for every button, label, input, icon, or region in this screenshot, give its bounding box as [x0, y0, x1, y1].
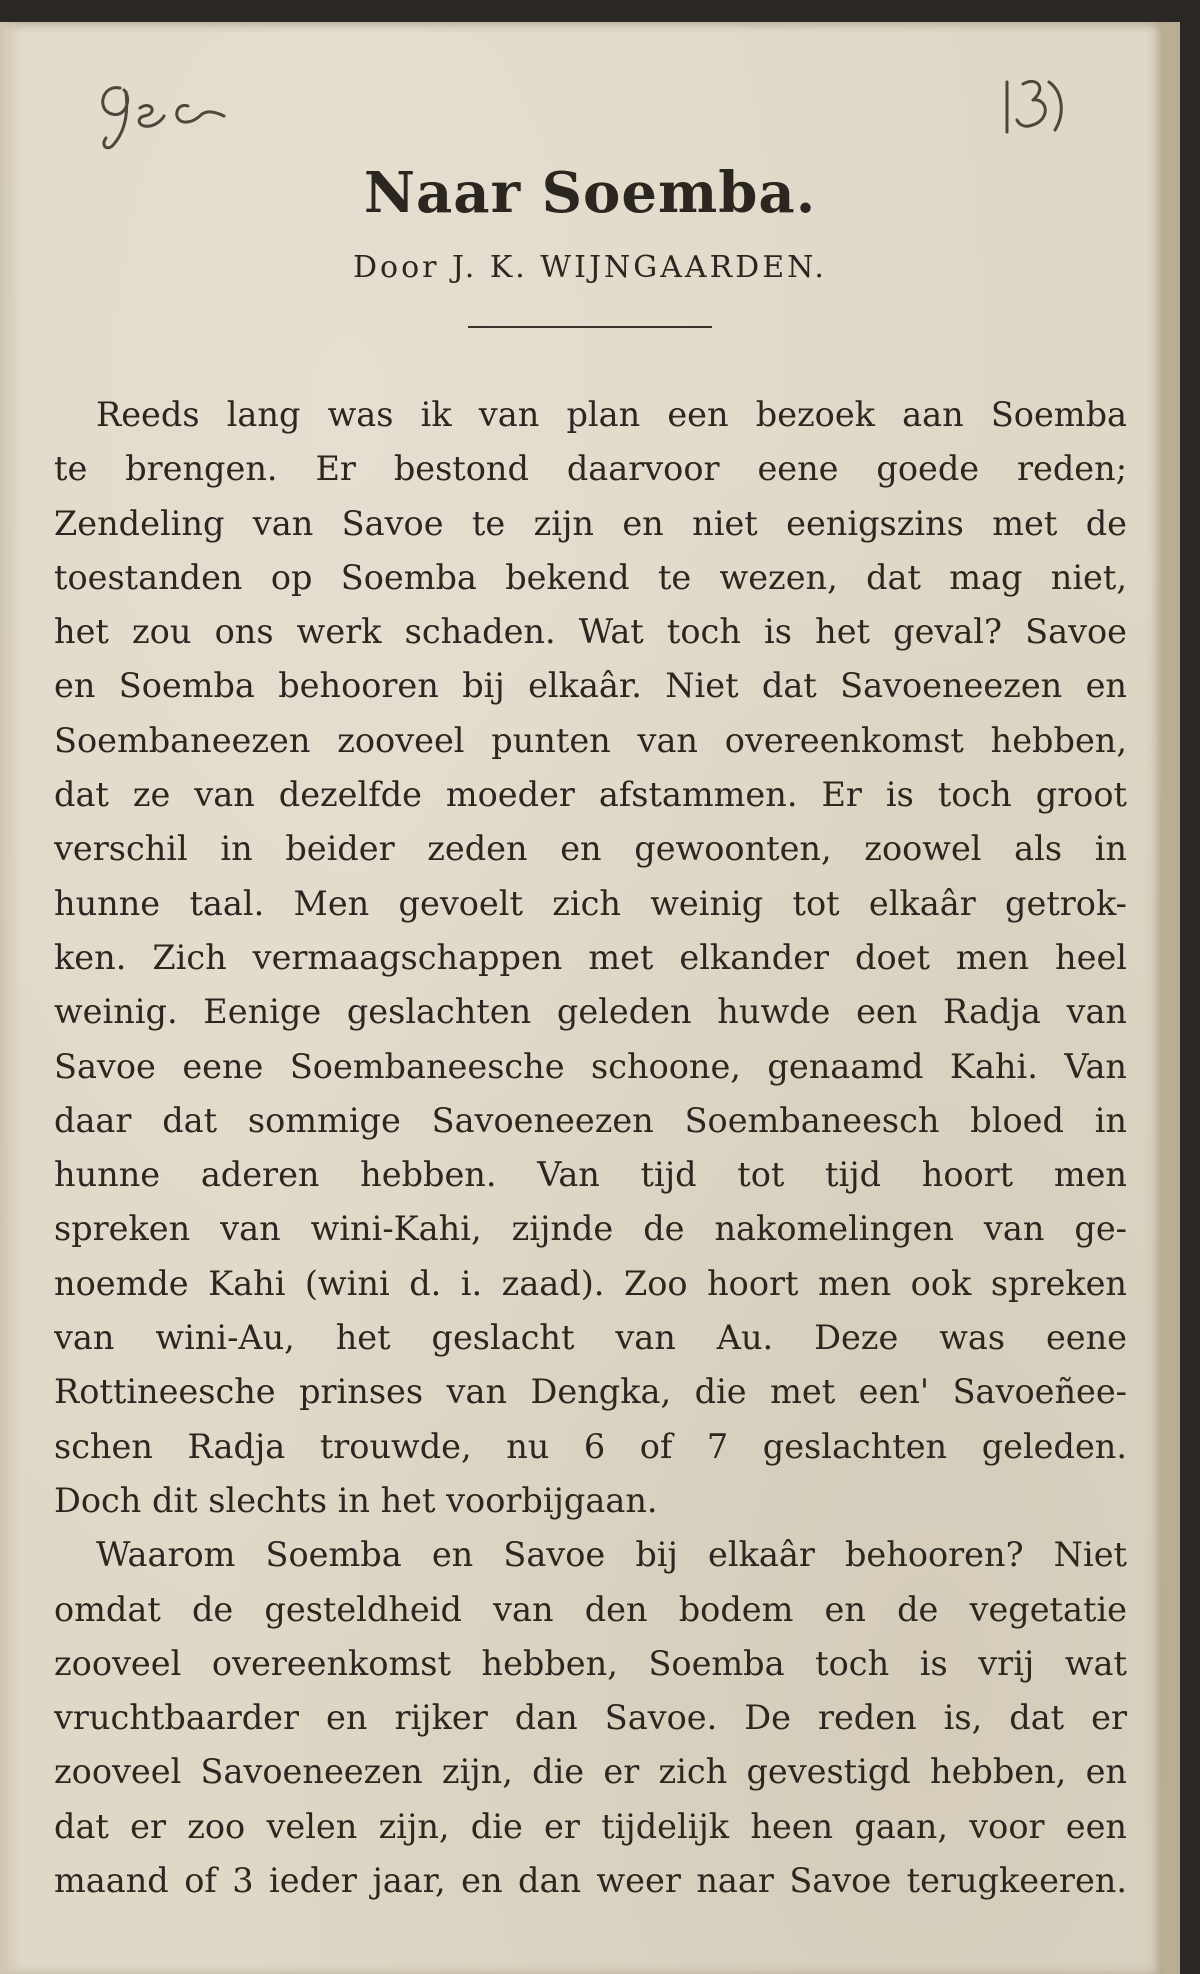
text-line: het zou ons werk schaden. Wat toch is het geval? Savoe: [54, 612, 1127, 652]
text-line: te brengen. Er bestond daarvoor eene goede reden;: [54, 449, 1127, 489]
text-line: Waarom Soemba en Savoe bij elkaâr behooren? Niet: [96, 1535, 1127, 1575]
text-line: hunne aderen hebben. Van tijd tot tijd hoort men: [54, 1155, 1127, 1195]
text-line: Savoe eene Soembaneesche schoone, genaamd Kahi. Van: [54, 1046, 1127, 1086]
text-line: toestanden op Soemba bekend te wezen, dat mag niet,: [54, 557, 1127, 597]
text-line: maand of 3 ieder jaar, en dan weer naar Savoe terugkeeren.: [54, 1861, 1127, 1901]
text-line: dat er zoo velen zijn, die er tijdelijk heen gaan, voor een: [54, 1806, 1127, 1846]
text-line: hunne taal. Men gevoelt zich weinig tot elkaâr getrok-: [54, 883, 1127, 923]
page-edge-strip: [1162, 22, 1180, 1974]
text-line: zooveel Savoeneezen zijn, die er zich gevestigd hebben, en: [54, 1752, 1127, 1792]
text-line: vruchtbaarder en rijker dan Savoe. De reden is, dat er: [54, 1698, 1127, 1738]
text-line: zooveel overeenkomst hebben, Soemba toch is vrij wat: [54, 1643, 1127, 1683]
text-line: omdat de gesteldheid van den bodem en de vegetatie: [54, 1589, 1127, 1629]
text-line: Zendeling van Savoe te zijn en niet eenigszins met de: [54, 503, 1127, 543]
text-line: en Soemba behooren bij elkaâr. Niet dat Savoeneezen en: [54, 666, 1127, 706]
text-line: van wini-Au, het geslacht van Au. Deze was eene: [54, 1318, 1127, 1358]
text-line: dat ze van dezelfde moeder afstammen. Er is toch groot: [54, 775, 1127, 815]
article-byline: Door J. K. WIJNGAARDEN.: [353, 250, 827, 285]
text-line: daar dat sommige Savoeneezen Soembaneesch bloed in: [54, 1100, 1127, 1140]
page-gutter: [0, 22, 22, 1974]
text-line: Reeds lang was ik van plan een bezoek aan Soemba: [96, 395, 1127, 434]
handwritten-pencil-note: [92, 70, 242, 170]
text-line: Rottineesche prinses van Dengka, die met een' Savoeñee-: [54, 1372, 1127, 1412]
text-line: Soembaneezen zooveel punten van overeenkomst hebben,: [54, 720, 1127, 760]
text-line: schen Radja trouwde, nu 6 of 7 geslachten geleden.: [54, 1426, 1127, 1466]
text-line: spreken van wini-Kahi, zijnde de nakomelingen van ge-: [54, 1209, 1127, 1249]
text-line: verschil in beider zeden en gewoonten, zoowel als in: [54, 829, 1127, 869]
text-line: noemde Kahi (wini d. i. zaad). Zoo hoort men ook spreken: [54, 1263, 1127, 1303]
title-divider: [468, 326, 712, 328]
handwritten-page-number: [985, 70, 1075, 160]
text-line: ken. Zich vermaagschappen met elkander doet men heel: [54, 937, 1127, 977]
article-body: [54, 388, 1127, 1908]
text-line: Doch dit slechts in het voorbijgaan.: [54, 1480, 658, 1520]
article-title: Naar Soemba.: [363, 160, 817, 226]
text-line: weinig. Eenige geslachten geleden huwde een Radja van: [54, 992, 1127, 1032]
